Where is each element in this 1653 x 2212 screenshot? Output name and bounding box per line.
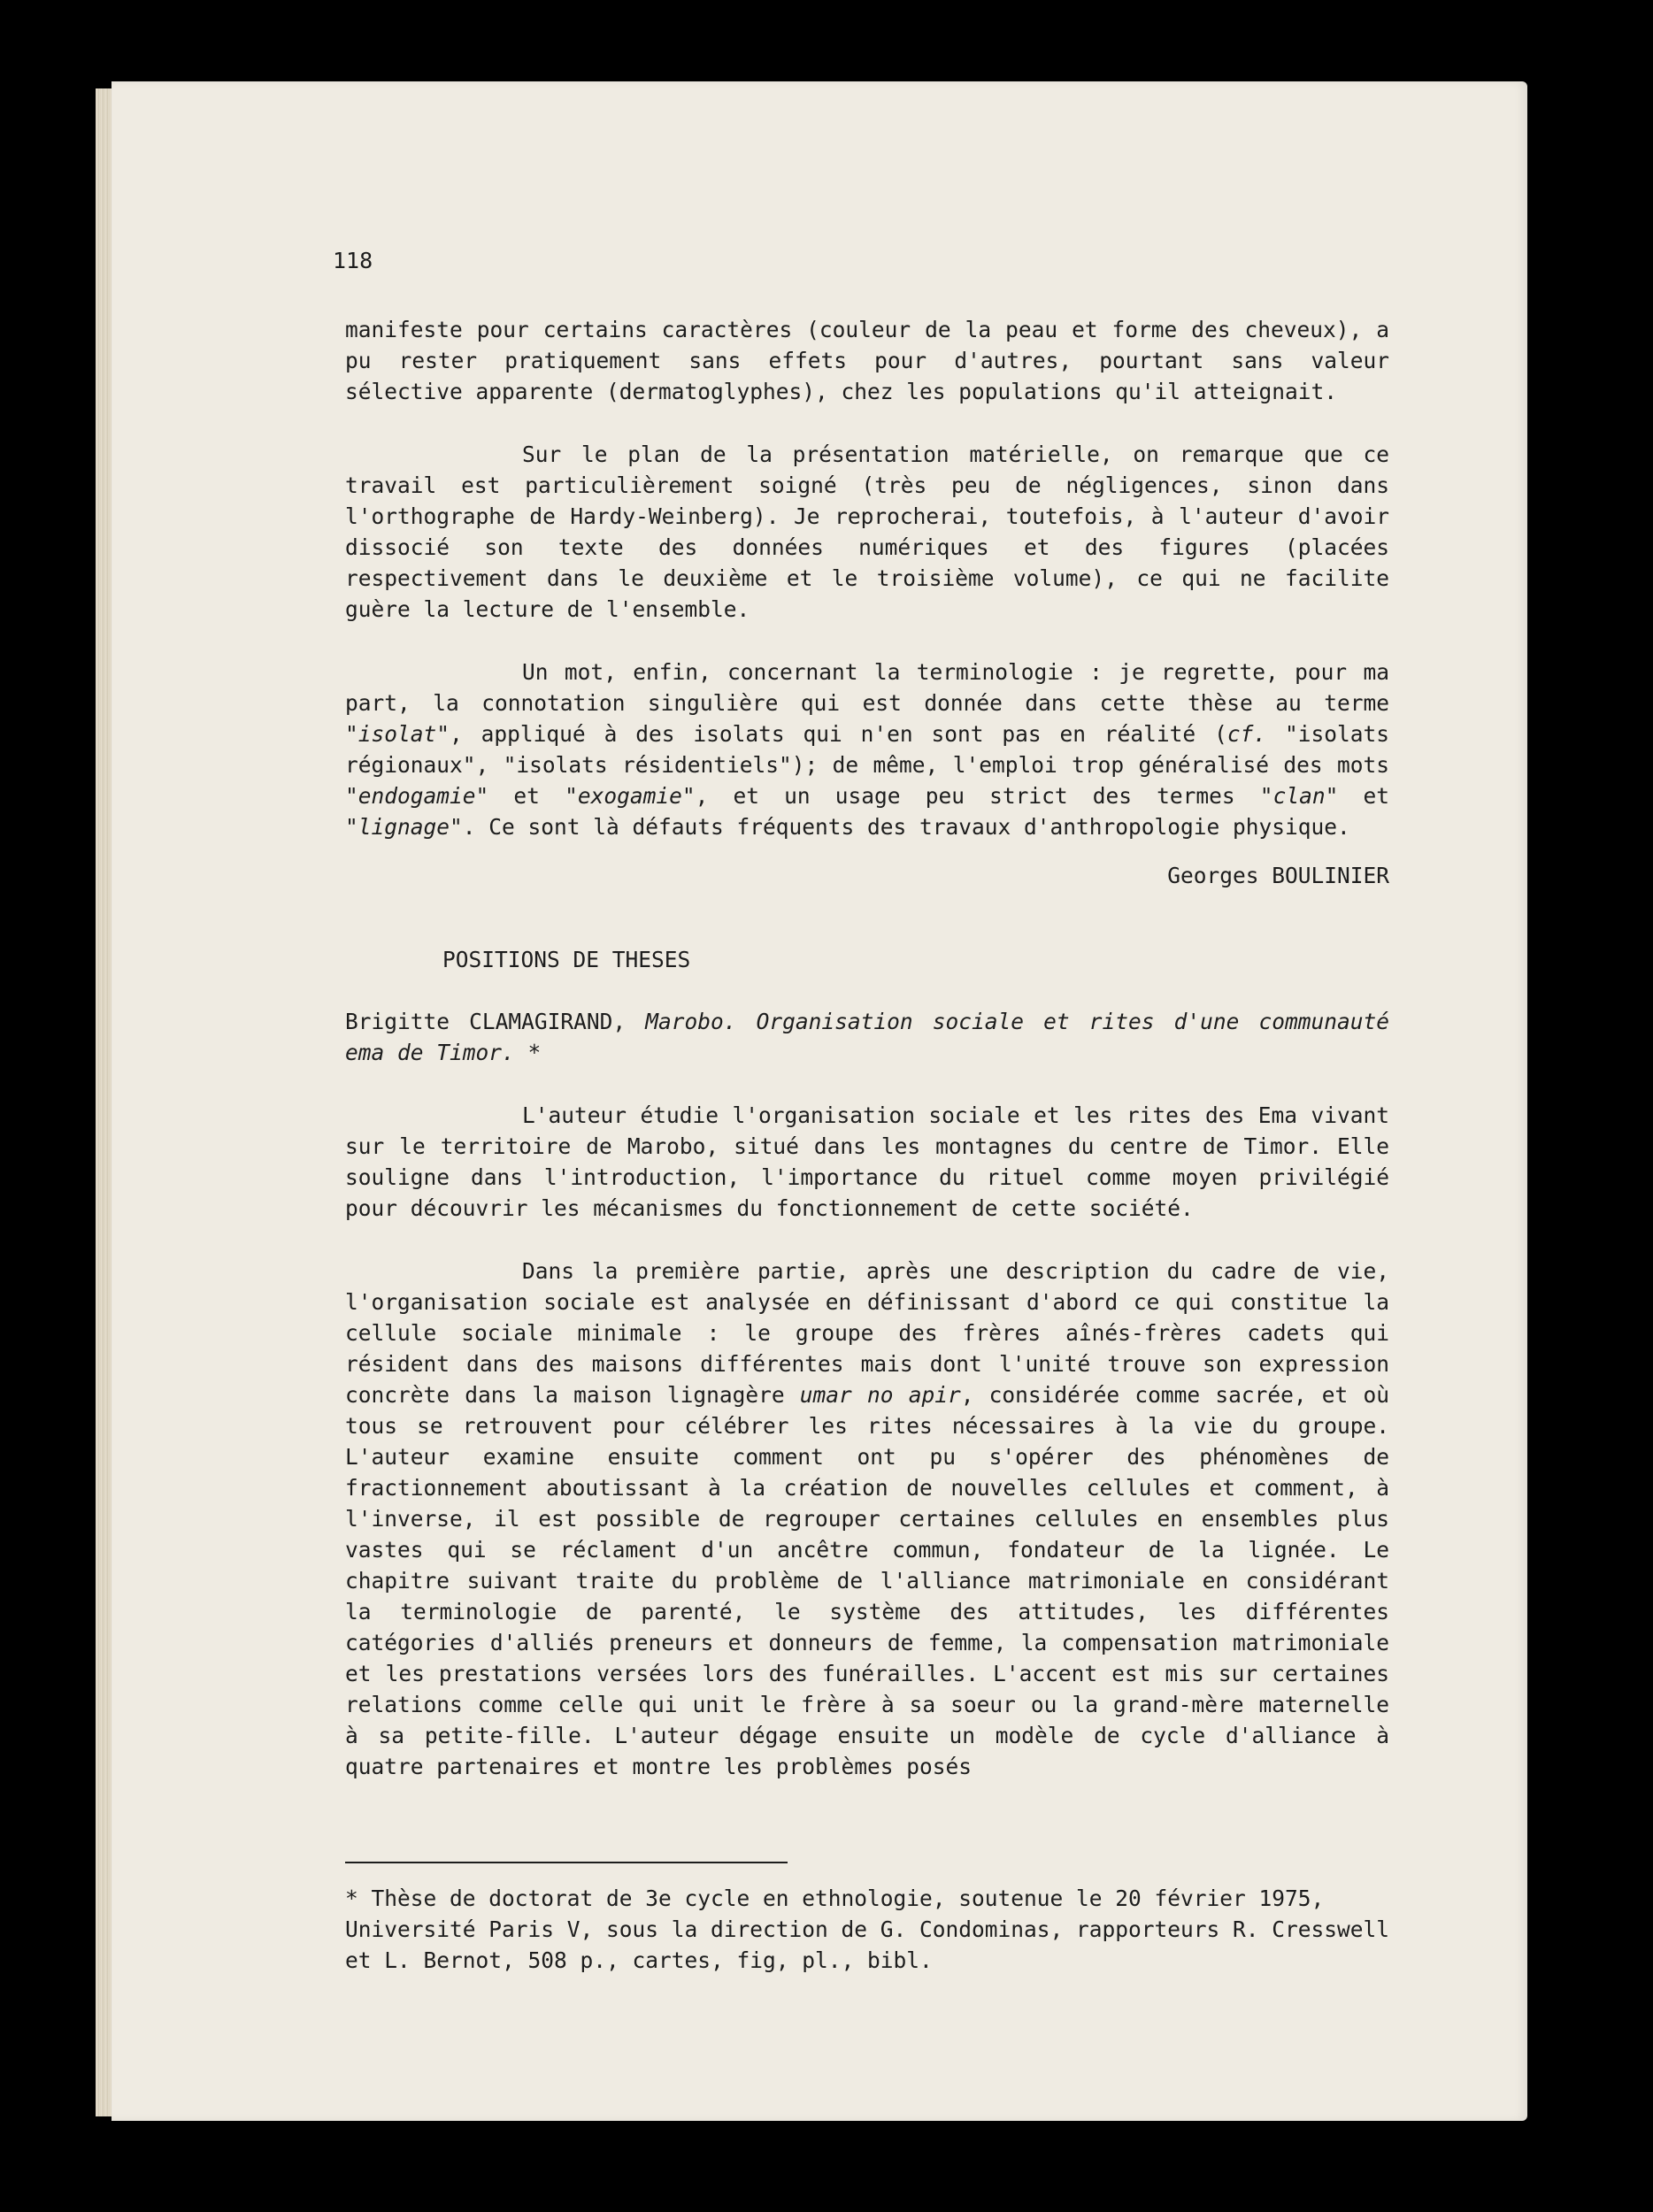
text-segment: " et " <box>475 783 578 809</box>
paragraph-2: Sur le plan de la présentation matérielle, on remarque que ce travail est particulièrement soigné (très peu de négligences, sinon dans l'orthographe de Hardy-Weinberg). Je reprocherai, toutefois, à l'auteur d'avoir dissocié son texte des données numériques et des figures (placées respectivement dans le deuxième et le troisième volume), ce qui ne facilite guère la lecture de l'ensemble. <box>345 442 1389 622</box>
review-signature: Georges BOULINIER <box>1167 863 1389 888</box>
footnote-divider <box>345 1862 788 1863</box>
text-segment: Un mot, enfin, concernant la terminologie : je regrette, pour ma part, la connotation singulière qui est donnée dans cette thèse au terme " <box>345 659 1389 747</box>
page-number: 118 <box>333 248 373 273</box>
section-heading: POSITIONS DE THESES <box>442 947 691 972</box>
thesis-title <box>345 1006 1389 1068</box>
text-segment: ", appliqué à des isolats qui n'en sont pas en réalité ( <box>436 721 1227 747</box>
text-segment: ", et un usage peu strict des termes " <box>681 783 1273 809</box>
text-segment: , considérée comme sacrée, et où tous se retrouvent pour célébrer les rites nécessaires à la vie du groupe. L'auteur examine ensuite comment ont pu s'opérer des phénomènes de fractionnement aboutissant à la création de nouvelles cellules et comment, à l'inverse, il est possible de regrouper certaines cellules en ensembles plus vastes qui se réclament d'un ancêtre commun, fondateur de la lignée. Le chapitre suivant traite du problème de l'alliance matrimoniale en considérant la terminologie de parenté, le système des attitudes, les différentes catégories d'alliés preneurs et donneurs de femme, la compensation matrimoniale et les prestations versées lors des funérailles. L'accent est mis sur certaines relations comme celle qui unit le frère à sa soeur ou la grand-mère maternelle à sa petite-fille. L'auteur dégage ensuite un modèle de cycle d'alliance à quatre partenaires et montre les problèmes posés <box>345 1382 1389 1779</box>
italic-term: isolat <box>358 721 437 747</box>
paragraph-3 <box>345 657 1389 842</box>
italic-term: umar no apir <box>799 1382 961 1408</box>
italic-term: endogamie <box>358 783 476 809</box>
paragraph-5 <box>345 1256 1389 1782</box>
italic-term: lignage <box>358 814 450 840</box>
italic-term: cf. <box>1226 721 1267 747</box>
italic-term: exogamie <box>577 783 682 809</box>
thesis-author: Brigitte CLAMAGIRAND, <box>345 1009 646 1034</box>
paragraph-1: manifeste pour certains caractères (couleur de la peau et forme des cheveux), a pu rester pratiquement sans effets pour d'autres, pourtant sans valeur sélective apparente (dermatoglyphes), chez les populations qu'il atteignait. <box>345 317 1389 404</box>
paragraph-4: L'auteur étudie l'organisation sociale et les rites des Ema vivant sur le territoire de Marobo, situé dans les montagnes du centre de Timor. Elle souligne dans l'introduction, l'importance du rituel comme moyen privilégié pour découvrir les mécanismes du fonctionnement de cette société. <box>345 1102 1389 1221</box>
footnote: * Thèse de doctorat de 3e cycle en ethnologie, soutenue le 20 février 1975, Université Paris V, sous la direction de G. Condominas, rapporteurs R. Cresswell et L. Bernot, 508 p., cartes, fig, pl., bibl. <box>345 1886 1390 1973</box>
text-segment: " et " <box>345 783 1389 840</box>
thesis-title-italic: Marobo. Organisation sociale et rites d'une communauté ema de Timor. <box>345 1009 1389 1065</box>
footnote-marker: * <box>514 1040 542 1065</box>
body-text <box>345 314 1389 1782</box>
italic-term: clan <box>1272 783 1326 809</box>
text-segment: "isolats régionaux", "isolats résidentiels"); de même, l'emploi trop généralisé des mots " <box>345 721 1389 809</box>
text-segment: Dans la première partie, après une description du cadre de vie, l'organisation sociale est analysée en définissant d'abord ce qui constitue la cellule sociale minimale : le groupe des frères aînés-frères cadets qui résident dans des maisons différentes mais dont l'unité trouve son expression concrète dans la maison lignagère <box>345 1258 1389 1408</box>
text-segment: ". Ce sont là défauts fréquents des travaux d'anthropologie physique. <box>450 814 1350 840</box>
